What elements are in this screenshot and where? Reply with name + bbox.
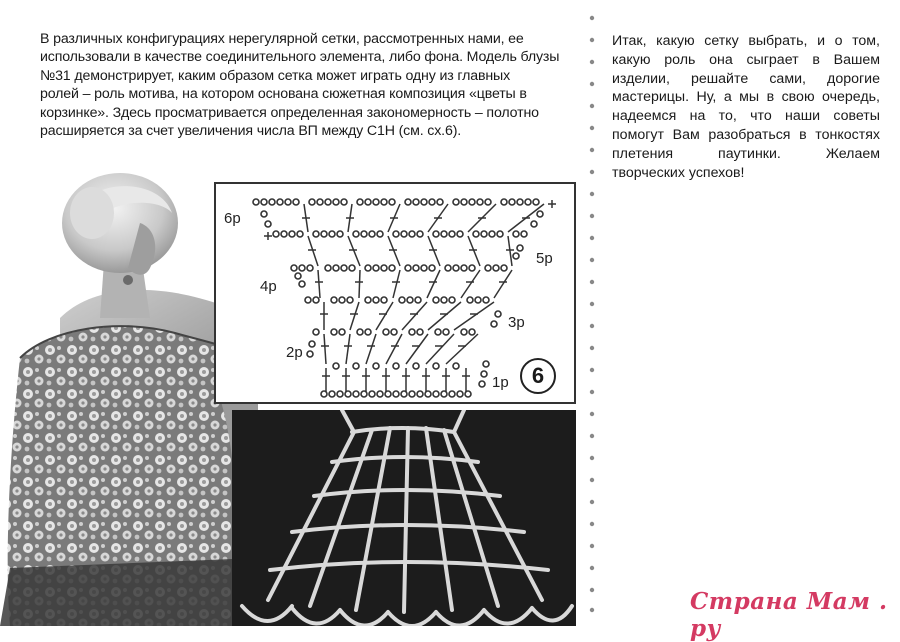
text-line: помогут Вам разобраться в тонкостях (612, 126, 880, 143)
row-1-chain (333, 363, 459, 369)
row-5-chain (273, 231, 527, 237)
site-watermark: Страна Мам . ру (690, 588, 888, 642)
text-line: мастерицы. Ну, а мы в свою очередь, (612, 89, 880, 106)
text-line: корзинке». Здесь просматривается определенная закономерность – полотно (40, 104, 539, 121)
row-label-2: 2р (286, 344, 303, 361)
row-label-3: 3р (508, 314, 525, 331)
row-label-1: 1р (492, 374, 509, 391)
text-line: №31 демонстрирует, каким образом сетка может играть одну из главных (40, 67, 511, 84)
scheme-number-badge: 6 (520, 358, 556, 394)
text-line: Итак, какую сетку выбрать, и о том, (612, 33, 880, 49)
article-right-paragraph (612, 32, 880, 182)
text-line: какую роль она сыграет в Вашем (612, 51, 880, 68)
foundation-chain (321, 391, 471, 397)
row-4-chain (291, 265, 507, 271)
row-label-4: 4р (260, 278, 277, 295)
column-divider (589, 14, 595, 614)
row-2-chain (313, 329, 475, 335)
article-left-paragraph (40, 30, 580, 140)
text-line: расширяется за счет увеличения числа ВП между С1Н (см. сх.6). (40, 123, 462, 140)
row-label-6: 6р (224, 210, 241, 227)
text-line: творческих успехов! (612, 164, 745, 181)
text-line: изделии, решайте сами, дорогие (612, 70, 880, 87)
text-line: надеемся на то, что наши советы (612, 108, 880, 125)
lace-sample-photo (232, 410, 576, 626)
row-label-5: 5р (536, 250, 553, 267)
text-line: плетения паутинки. Желаем (612, 145, 880, 162)
text-line: ролей – роль мотива, на котором основана сюжетная композиция «цветы в (40, 86, 527, 103)
text-line: В различных конфигурациях нерегулярной сетки, рассмотренных нами, ее (40, 31, 524, 47)
text-line: использовали в качестве соединительного элемента, либо фона. Модель блузы (40, 49, 560, 66)
